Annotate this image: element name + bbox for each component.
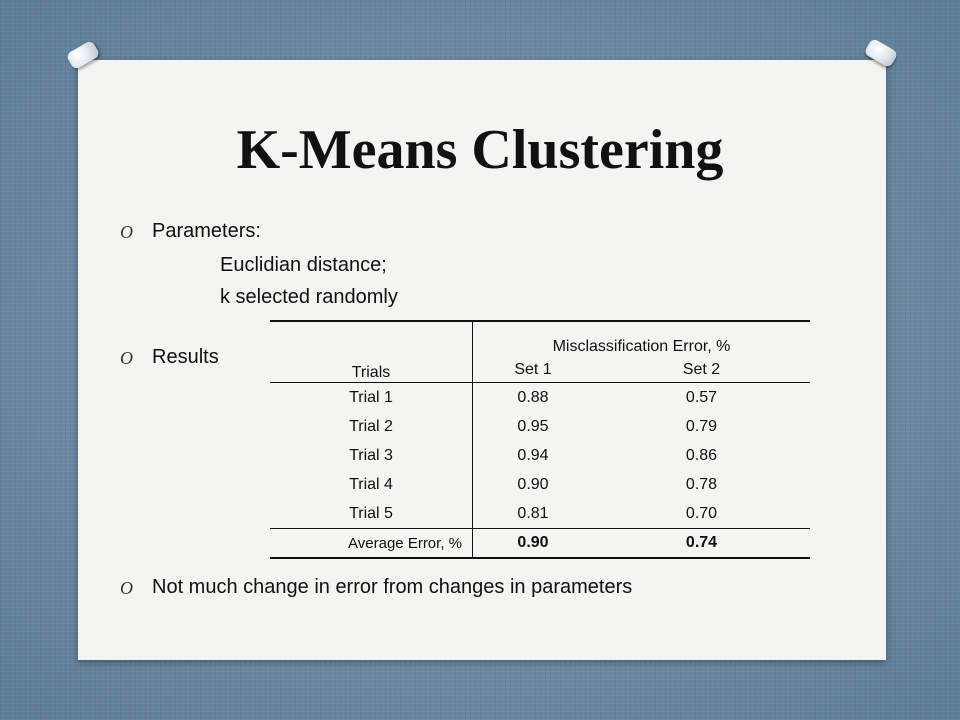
table-row bbox=[270, 441, 810, 470]
bullet-marker-icon: O bbox=[120, 222, 133, 242]
col-header-set2: Set 2 bbox=[593, 358, 810, 383]
parameter-line-k: k selected randomly bbox=[220, 286, 398, 308]
table-average-row bbox=[270, 529, 810, 559]
trial-cell: Trial 2 bbox=[270, 412, 473, 441]
trial-cell: Trial 1 bbox=[270, 383, 473, 413]
set2-cell: 0.70 bbox=[685, 504, 718, 522]
bullet-parameters bbox=[120, 220, 261, 243]
set2-cell: 0.86 bbox=[685, 446, 718, 464]
set2-cell: 0.78 bbox=[685, 475, 718, 493]
average-label-cell: Average Error, % bbox=[270, 529, 473, 559]
col-header-set1: Set 1 bbox=[473, 358, 594, 383]
bullet-text: Parameters: bbox=[152, 220, 261, 242]
col-header-trials: Trials bbox=[270, 358, 473, 383]
set1-cell: 0.81 bbox=[517, 504, 549, 522]
set1-cell: 0.95 bbox=[517, 417, 549, 435]
trial-cell: Trial 4 bbox=[270, 470, 473, 499]
bullet-marker-icon: O bbox=[120, 578, 133, 598]
set2-cell: 0.57 bbox=[685, 388, 718, 406]
bullet-text: Not much change in error from changes in parameters bbox=[152, 576, 633, 598]
bullet-text: Results bbox=[152, 346, 219, 368]
table-row bbox=[270, 412, 810, 441]
slide-title: K-Means Clustering bbox=[236, 119, 724, 181]
bullet-marker-icon: O bbox=[120, 348, 133, 368]
bullet-conclusion bbox=[120, 576, 633, 599]
trial-cell: Trial 3 bbox=[270, 441, 473, 470]
parameter-line-distance: Euclidian distance; bbox=[220, 254, 387, 276]
table-header-row bbox=[270, 358, 810, 383]
table-row bbox=[270, 383, 810, 413]
table-header-group-row bbox=[270, 321, 810, 358]
bullet-results bbox=[120, 346, 219, 369]
average-set2-cell: 0.74 bbox=[593, 529, 810, 559]
table-row bbox=[270, 470, 810, 499]
set2-cell: 0.79 bbox=[685, 417, 718, 435]
table-row bbox=[270, 499, 810, 529]
set1-cell: 0.90 bbox=[517, 475, 549, 493]
group-header: Misclassification Error, % bbox=[473, 321, 811, 358]
set1-cell: 0.88 bbox=[517, 388, 549, 406]
average-set1-cell: 0.90 bbox=[473, 529, 594, 559]
set1-cell: 0.94 bbox=[517, 446, 549, 464]
results-table bbox=[270, 320, 810, 559]
trial-cell: Trial 5 bbox=[270, 499, 473, 529]
